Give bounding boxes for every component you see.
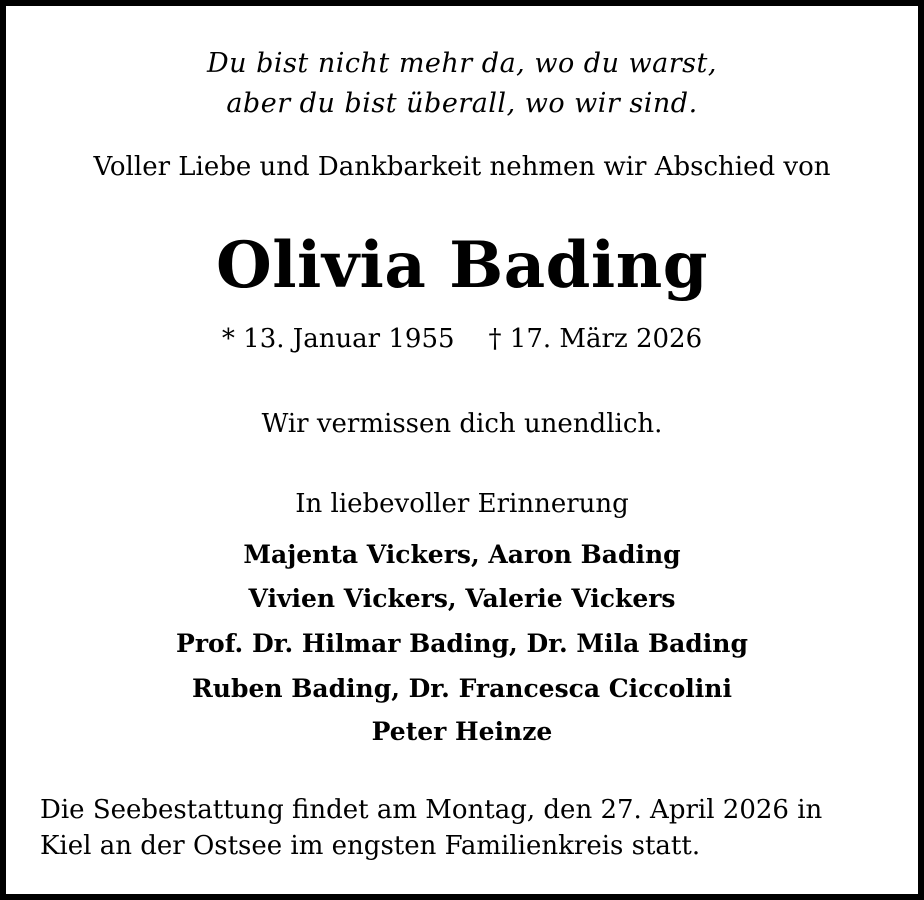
funeral-info [40, 792, 890, 864]
family-line-3: Prof. Dr. Hilmar Bading, Dr. Mila Bading [176, 629, 748, 658]
family-line-2: Vivien Vickers, Valerie Vickers [248, 584, 676, 613]
funeral-info-line-2: Kiel an der Ostsee im engsten Familienkreis statt. [40, 831, 701, 861]
deceased-name: Olivia Bading [215, 228, 709, 303]
family-line-4: Ruben Bading, Dr. Francesca Ciccolini [192, 674, 732, 703]
miss-line: Wir vermissen dich unendlich. [261, 409, 663, 439]
quote-line-2: aber du bist überall, wo wir sind. [226, 88, 698, 119]
family-line-1: Majenta Vickers, Aaron Bading [243, 540, 681, 569]
death-date: † 17. März 2026 [488, 324, 703, 354]
intro-text: Voller Liebe und Dankbarkeit nehmen wir Abschied von [93, 152, 831, 182]
quote-line-1: Du bist nicht mehr da, wo du warst, [207, 48, 717, 79]
funeral-info-line-1: Die Seebestattung findet am Montag, den 27. April 2026 in [40, 795, 823, 825]
birth-date: * 13. Januar 1955 [221, 324, 455, 354]
memory-line: In liebevoller Erinnerung [295, 489, 629, 519]
life-dates [6, 324, 918, 354]
family-line-5: Peter Heinze [371, 717, 553, 746]
